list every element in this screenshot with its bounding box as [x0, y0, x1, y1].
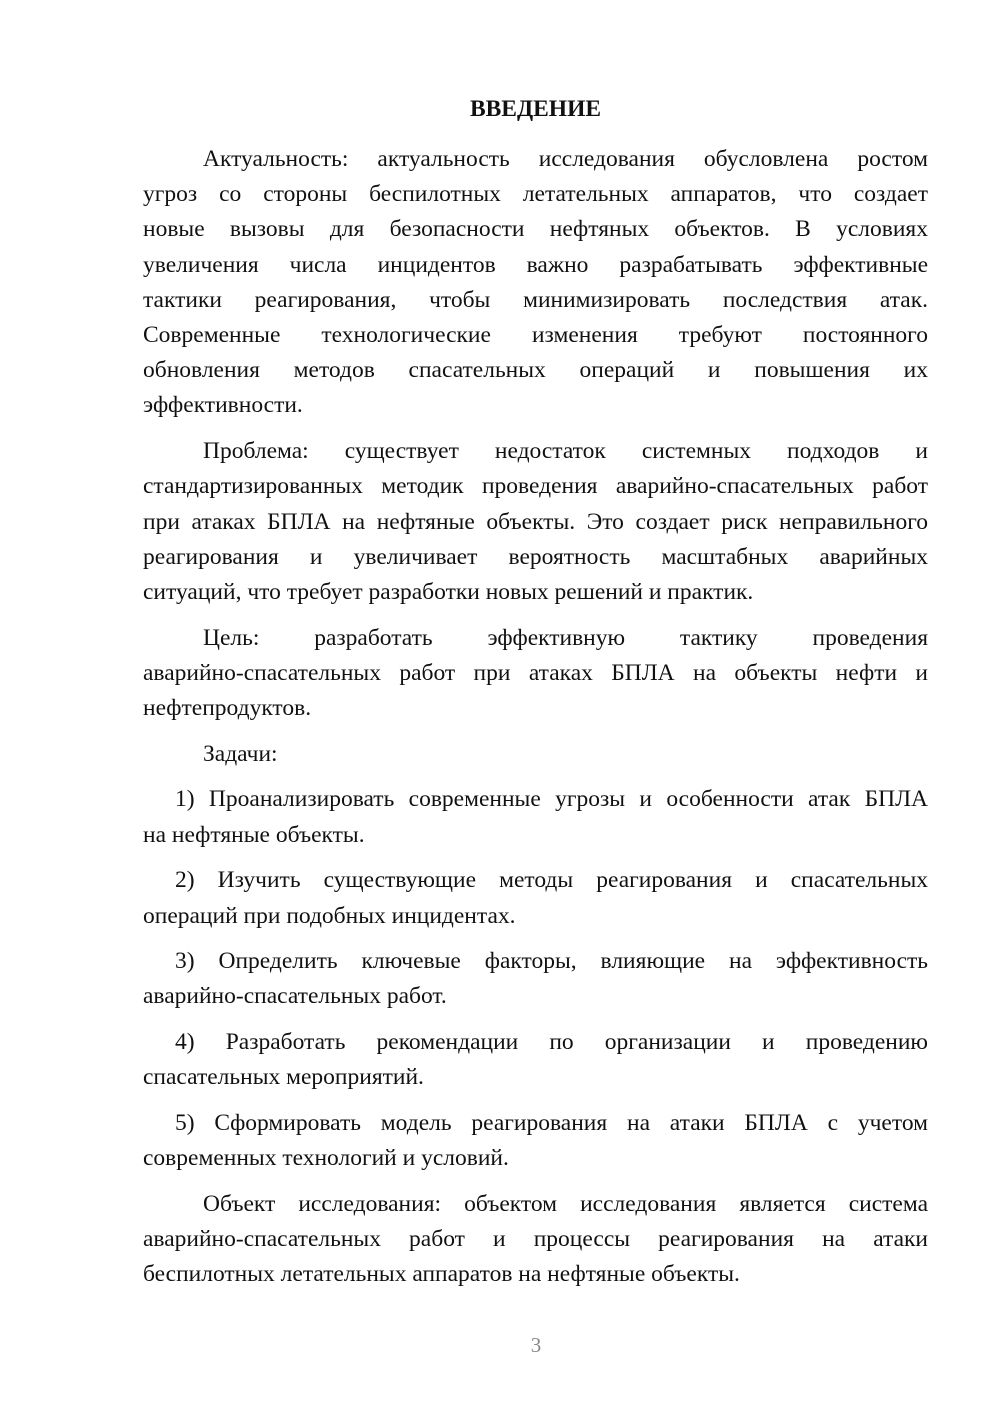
text-line: Проблема: существует недостаток системных подходов и: [203, 438, 928, 465]
text-line: Современные технологические изменения требуют постоянного: [143, 322, 928, 349]
paragraph: [143, 737, 928, 772]
text-line: операций при подобных инцидентах.: [143, 902, 516, 929]
paragraph: [143, 434, 928, 610]
text-line: реагирования и увеличивает вероятность масштабных аварийных: [143, 543, 928, 570]
text-line: 4) Разработать рекомендации по организации и проведению: [175, 1029, 928, 1056]
text-line: 2) Изучить существующие методы реагирования и спасательных: [175, 867, 928, 894]
text-line: Цель: разработать эффективную тактику проведения: [203, 624, 928, 651]
text-line: 5) Сформировать модель реагирования на атаки БПЛА с учетом: [175, 1110, 928, 1137]
text-line: эффективности.: [143, 392, 303, 419]
section-title: ВВЕДЕНИЕ: [469, 96, 602, 122]
text-line: 3) Определить ключевые факторы, влияющие на эффективность: [175, 948, 928, 975]
page-number: 3: [530, 1333, 542, 1357]
text-line: новые вызовы для безопасности нефтяных объектов. В условиях: [143, 216, 928, 243]
text-line: аварийно-спасательных работ при атаках БПЛА на объекты нефти и: [143, 659, 928, 686]
text-line: обновления методов спасательных операций и повышения их: [143, 357, 928, 384]
text-line: стандартизированных методик проведения аварийно-спасательных работ: [143, 473, 928, 500]
text-line: беспилотных летательных аппаратов на нефтяные объекты.: [143, 1261, 740, 1288]
paragraph: [143, 621, 928, 727]
text-line: Задачи:: [203, 740, 278, 767]
text-line: ситуаций, что требует разработки новых решений и практик.: [143, 578, 754, 605]
task-list-item: [143, 1025, 928, 1095]
text-line: тактики реагирования, чтобы минимизировать последствия атак.: [143, 286, 928, 313]
document-page: [143, 92, 928, 1303]
text-line: увеличения числа инцидентов важно разрабатывать эффективные: [143, 251, 928, 278]
text-line: при атаках БПЛА на нефтяные объекты. Это создает риск неправильного: [143, 508, 928, 535]
text-line: Объект исследования: объектом исследования является система: [203, 1190, 928, 1217]
text-line: нефтепродуктов.: [143, 695, 312, 722]
text-line: современных технологий и условий.: [143, 1145, 509, 1172]
text-line: аварийно-спасательных работ и процессы реагирования на атаки: [143, 1226, 928, 1253]
paragraph: [143, 1187, 928, 1293]
task-list-item: [143, 782, 928, 852]
text-line: 1) Проанализировать современные угрозы и особенности атак БПЛА: [175, 786, 928, 813]
task-list-item: [143, 944, 928, 1014]
text-line: аварийно-спасательных работ.: [143, 983, 447, 1010]
task-list-item: [143, 1106, 928, 1176]
text-line: Актуальность: актуальность исследования обусловлена ростом: [203, 146, 928, 172]
task-list-item: [143, 863, 928, 933]
text-line: на нефтяные объекты.: [143, 821, 365, 848]
paragraph: [143, 142, 928, 424]
text-line: спасательных мероприятий.: [143, 1064, 424, 1091]
text-line: угроз со стороны беспилотных летательных аппаратов, что создает: [143, 181, 928, 208]
document-body: [143, 142, 928, 1293]
